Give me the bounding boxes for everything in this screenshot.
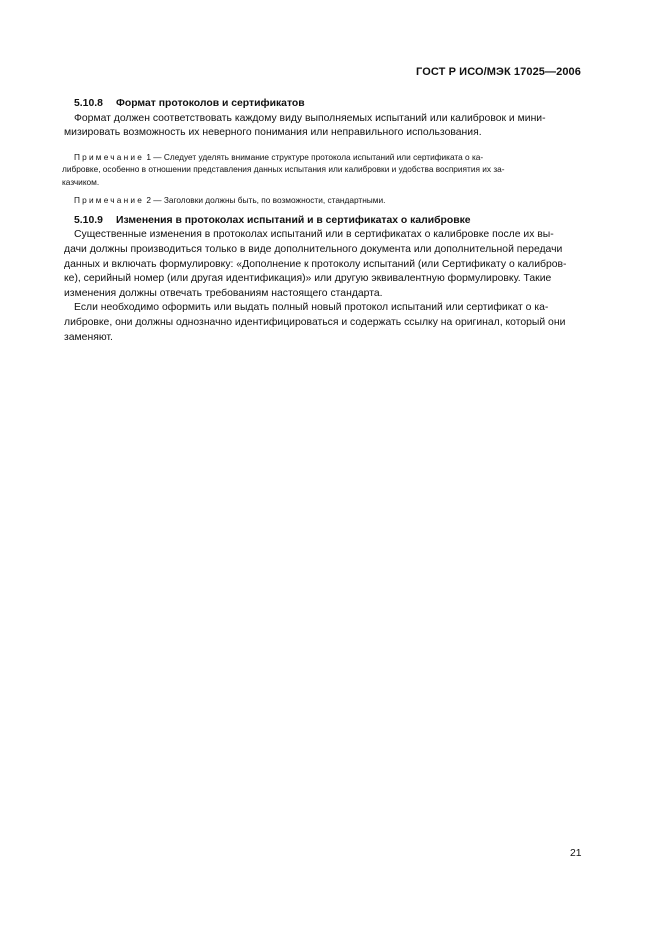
paragraph-line: данных и включать формулировку: «Дополнение к протоколу испытаний (или Сертификату о калибров- xyxy=(64,258,567,270)
paragraph-new-protocol xyxy=(64,301,582,345)
section-heading-5-10-9 xyxy=(74,214,582,229)
note-label: Примечание xyxy=(74,195,145,206)
paragraph-line: дачи должны производиться только в виде дополнительного документа или дополнительной передачи xyxy=(64,243,563,255)
document-header: ГОСТ Р ИСО/МЭК 17025—2006 xyxy=(416,66,581,78)
paragraph-line: изменения должны отвечать требованиям настоящего стандарта. xyxy=(64,287,383,299)
section-number: 5.10.9 xyxy=(74,214,103,226)
note-label: Примечание xyxy=(74,151,145,162)
note-line xyxy=(74,151,582,164)
note-text: 1 — Следует уделять внимание структуре протокола испытаний или сертификата о ка- xyxy=(144,151,484,162)
section-number: 5.10.8 xyxy=(74,98,103,109)
paragraph-format xyxy=(64,112,582,141)
note-text: 2 — Заголовки должны быть, по возможности, стандартными. xyxy=(144,195,386,206)
note-line xyxy=(74,194,582,207)
paragraph-line: заменяют. xyxy=(64,331,113,343)
paragraph-line: Формат должен соответствовать каждому виду выполняемых испытаний или калибровок и мини- xyxy=(74,112,546,124)
section-heading-5-10-8 xyxy=(74,97,582,112)
note-1 xyxy=(62,151,582,189)
paragraph-line: мизировать возможность их неверного понимания или неправильного использования. xyxy=(64,127,482,139)
paragraph-line: Если необходимо оформить или выдать полный новый протокол испытаний или сертификат о ка- xyxy=(74,302,549,314)
paragraph-changes xyxy=(64,228,582,301)
note-line: казчиком. xyxy=(62,176,100,187)
section-title: Изменения в протоколах испытаний и в сертификатах о калибровке xyxy=(116,214,471,226)
page-number: 21 xyxy=(570,848,582,859)
note-line: либровке, особенно в отношении представления данных испытания или калибровки и удобства восприятия их за- xyxy=(62,164,505,175)
section-title: Формат протоколов и сертификатов xyxy=(116,98,305,109)
document-body xyxy=(62,97,582,345)
paragraph-line: Существенные изменения в протоколах испытаний или в сертификатах о калибровке после их вы- xyxy=(74,229,554,241)
note-2 xyxy=(74,194,582,207)
paragraph-line: либровке, они должны однозначно идентифицироваться и содержать ссылку на оригинал, который они xyxy=(64,316,566,328)
paragraph-line: ке), серийный номер (или другая идентификация)» или другую эквивалентную формулировку. Такие xyxy=(64,273,552,285)
